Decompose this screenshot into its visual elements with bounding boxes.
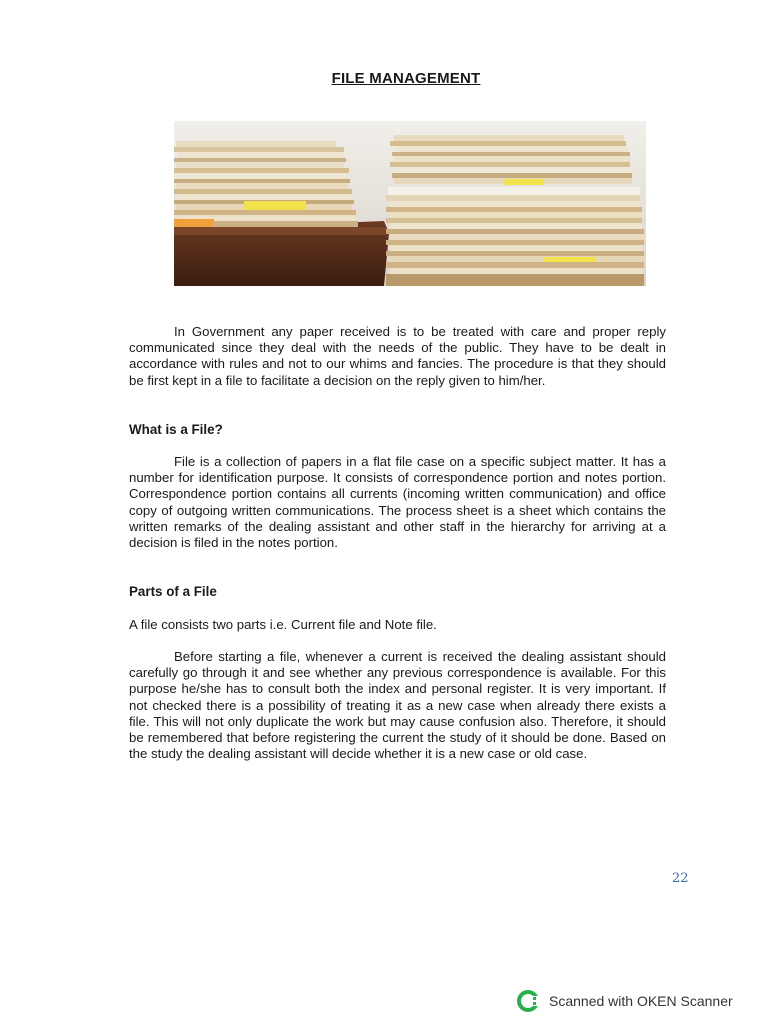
- page-number: 22: [672, 871, 689, 886]
- page-title: FILE MANAGEMENT: [331, 70, 481, 87]
- parts-paragraph: A file consists two parts i.e. Current file and Note file.: [129, 617, 437, 632]
- file-stacks-illustration: [174, 121, 646, 286]
- intro-paragraph: In Government any paper received is to be treated with care and proper reply communicated since they deal with the needs of the public. They have to be dealt in accordance with rules and not to our whims and fancies. The procedure is that they should be first kept in a file to facilitate a decision on the reply given to him/her.: [129, 324, 666, 388]
- file-stacks-photo: [174, 121, 646, 286]
- scanner-text: Scanned with OKEN Scanner: [549, 993, 733, 1009]
- scanner-watermark: [517, 990, 733, 1012]
- heading-what-is-a-file: What is a File?: [129, 422, 223, 437]
- procedure-paragraph: Before starting a file, whenever a current is received the dealing assistant should carefully go through it and see whether any previous correspondence is available. For this purpose he/she has to consult both the index and personal register. It is very important. If not checked there is a possibility of treating it as a new case when already there exists a file. This will not only duplicate the work but may cause confusion also. Therefore, it should be remembered that before registering the current the study of it should be done. Based on the study the dealing assistant will decide whether it is a new case or old case.: [129, 649, 666, 762]
- heading-parts-of-a-file: Parts of a File: [129, 584, 217, 599]
- file-definition-paragraph: File is a collection of papers in a flat file case on a specific subject matter. It has a number for identification purpose. It consists of correspondence portion and notes portion. Correspondence portion contains all currents (incoming written communication) and office copy of outgoing written communications. The process sheet is a sheet which contains the written remarks of the dealing assistant and other staff in the hierarchy for arriving at a decision is filed in the notes portion.: [129, 454, 666, 551]
- oken-scanner-logo-icon: [517, 990, 541, 1012]
